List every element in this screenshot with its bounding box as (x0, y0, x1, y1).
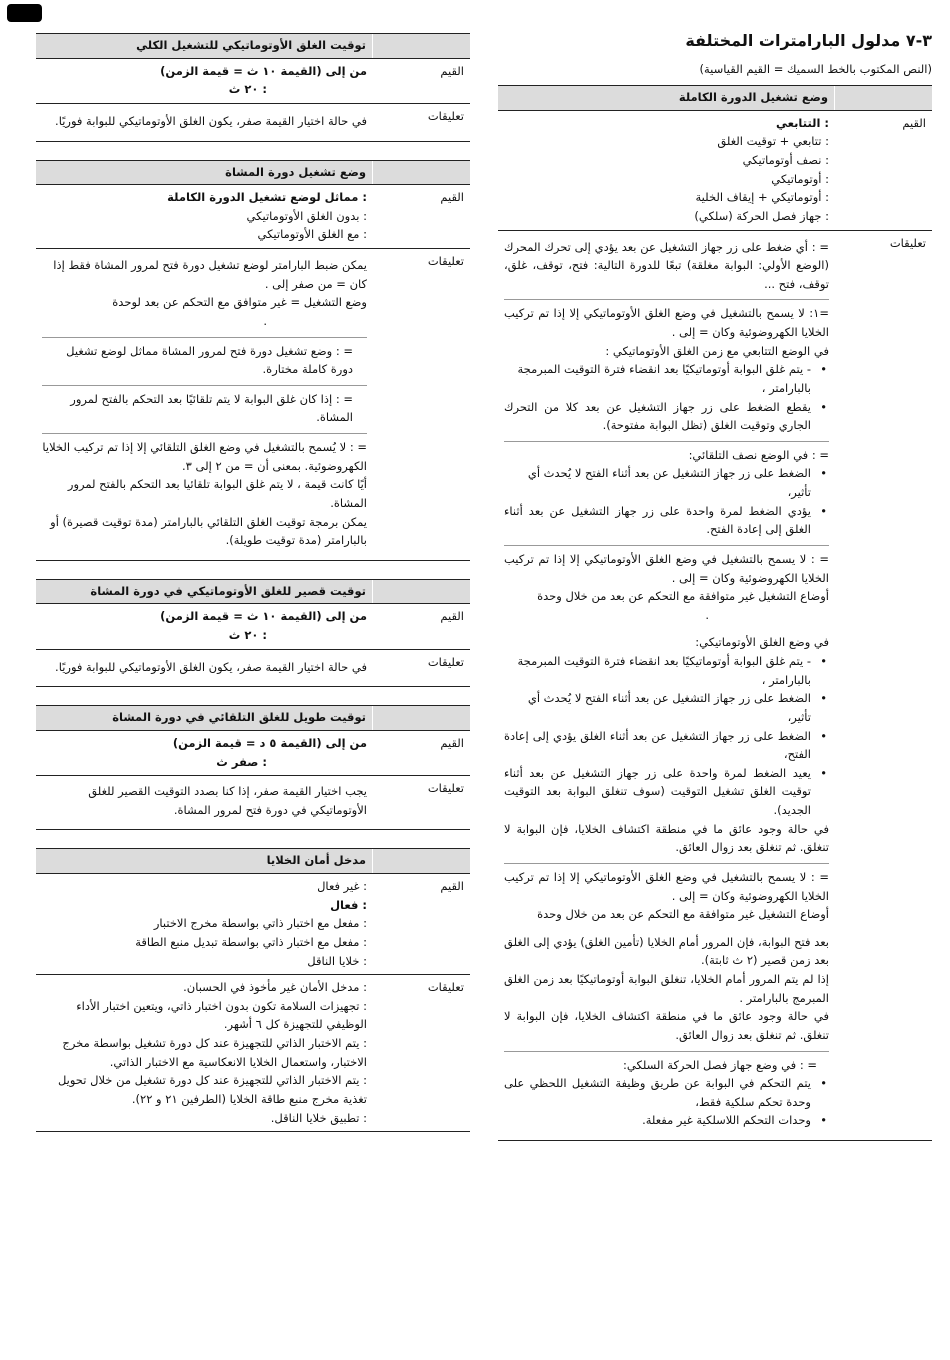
comment-text: =١: لا يسمح بالتشغيل في وضع الغلق الأوتوماتيكي إلا إذا تم تركيب الخلايا الكهروضوئية وكان = إلى . (504, 306, 829, 340)
value-item: : نصف أوتوماتيكي (742, 153, 829, 168)
value-range: من إلى (القيمة ١٠ ث = قيمة الزمن) (160, 609, 367, 624)
full-cycle-mode-table (498, 85, 932, 1141)
values-row (36, 185, 470, 249)
comment-text: . (705, 607, 709, 622)
value-item: : أوتوماتيكي (771, 171, 829, 186)
value-item: : مع الغلق الأوتوماتيكي (257, 227, 367, 242)
right-column (498, 28, 932, 1141)
comments-row (498, 231, 932, 1142)
values-row (36, 874, 470, 975)
comment-text: = : وضع تشغيل دورة فتح لمرور المشاة مماثل لوضع تشغيل دورة كاملة مختارة. (66, 343, 353, 377)
comments-label: تعليقات (427, 108, 464, 123)
comments-row (36, 776, 470, 830)
comment-text: : تجهيزات السلامة تكون بدون اختبار ذاتي، ويتعين اختبار الأداء الوظيفي للتجهيزة كل ٦ أشهر. (76, 998, 367, 1032)
comment-block (504, 234, 829, 301)
comment-text: = : أي ضغط على زر جهاز التشغيل عن بعد يؤدي إلى تحرك المحرك (الوضع الأولي: البوابة مغلقة) تبعًا للدورة التالية: فتح، توقف، غلق، توقف، فتح ... (504, 239, 829, 291)
left-column (36, 33, 470, 1132)
comment-text: وضع التشغيل = غير متوافق مع التحكم عن بعد لوحدة (112, 295, 367, 310)
comment-block (504, 546, 829, 864)
comments-row (36, 650, 470, 688)
comment-text: يمكن برمجة توقيت الغلق التلقائي بالبارامتر (مدة توقيت قصيرة) أو بالبارامتر (مدة توقيت طويلة). (50, 514, 367, 548)
value-item: : أوتوماتيكي + إيقاف الخلية (695, 190, 829, 205)
comment-text: = : لا يُسمح بالتشغيل في وضع الغلق التلقائي إلا إذا تم تركيب الخلايا الكهروضوئية. بمعنى أن = من ٢ إلى ٣. (42, 440, 367, 473)
value-range: من إلى (القيمة ١٠ ث = قيمة الزمن) (160, 63, 367, 78)
comment-text: = : في الوضع نصف التلقائي: (688, 447, 829, 462)
comment-block (42, 386, 367, 434)
value-item: : فعال (330, 897, 367, 912)
comment-text: : مدخل الأمان غير مأخوذ في الحسبان. (183, 980, 367, 995)
comment-text: في وضع الغلق الأوتوماتيكي: (695, 635, 829, 650)
table-header-title: وضع تشغيل دورة المشاة (36, 161, 373, 185)
comments-label: تعليقات (427, 654, 464, 669)
comments-label: تعليقات (427, 781, 464, 796)
default-value: : ٢٠ ث (228, 82, 267, 97)
table-header (36, 849, 470, 874)
comment-text: في حالة وجود عائق ما في منطقة اكتشاف الخلايا، فإن البوابة لا تنغلق. ثم تنغلق بعد زوال العائق. (504, 821, 829, 855)
bullet-item: • يعيد الضغط لمرة واحدة على زر جهاز التشغيل عن بعد أثناء توقيت الغلق تشغيل التوقيت (سوف تنغلق البوابة بعد التوقيت الجديد). (504, 764, 815, 820)
values-row (36, 59, 470, 104)
pedestrian-long-time-table (36, 705, 470, 830)
comment-text: في حالة وجود عائق ما في منطقة اكتشاف الخلايا، فإن البوابة لا تنغلق. ثم تنغلق بعد زوال العائق. (504, 1009, 829, 1042)
comment-text: = : إذا كان غلق البوابة لا يتم تلقائيًا بعد التحكم بالفتح لمرور المشاة. (70, 391, 353, 425)
value-item: : جهاز فصل الحركة (سلكي) (694, 208, 829, 223)
comment-block (504, 864, 829, 1052)
bullet-item: • - يتم غلق البوابة أوتوماتيكيًا بعد انقضاء فترة التوقيت المبرمجة بالبارامتر ، (504, 652, 815, 689)
value-item: : بدون الغلق الأوتوماتيكي (246, 208, 367, 223)
value-item: : التتابعي (775, 115, 829, 130)
comment-text: = : في وضع جهاز فصل الحركة السلكي: (623, 1057, 817, 1072)
values-label: القيم (440, 63, 464, 78)
comments-body (498, 231, 835, 1141)
values-label: القيم (440, 609, 464, 624)
comment-text: يمكن ضبط البارامتر لوضع تشغيل دورة فتح لمرور المشاة فقط إذا كان = من صفر إلى . (53, 258, 367, 291)
comment-text: أيًا كانت قيمة ، لا يتم غلق البوابة تلقائيا بعد التحكم بالفتح لمرور المشاة. (67, 477, 367, 510)
bullet-item: • الضغط على زر جهاز التشغيل عن بعد أثناء الغلق يؤدي إلى إعادة الفتح، (504, 727, 815, 764)
values-list (498, 111, 835, 230)
values-row (36, 604, 470, 649)
value-item: : مماثل لوضع تشغيل الدورة الكاملة (167, 190, 367, 205)
comment-block (504, 300, 829, 441)
page-number-tab (7, 4, 42, 22)
comment-block (42, 434, 367, 556)
section-title: ٣-٧ مدلول البارامترات المختلفة (685, 31, 932, 50)
comment-text: في الوضع التتابعي مع زمن الغلق الأوتوماتيكي : (605, 343, 829, 358)
bullet-list (504, 360, 829, 435)
comment-text: أوضاع التشغيل غير متوافقة مع التحكم عن بعد من خلال وحدة (537, 589, 829, 604)
bullet-item: • يؤدي الضغط لمرة واحدة على زر جهاز التشغيل عن بعد أثناء الغلق إلى إعادة الفتح. (504, 502, 815, 539)
bullet-item: • يقطع الضغط على زر جهاز التشغيل عن بعد كلا من التحرك الجاري وتوقيت الغلق (تظل البوابة مفتوحة). (504, 398, 815, 435)
table-header-title: توقيت طويل للغلق التلقائي في دورة المشاة (36, 706, 373, 730)
comment-text: = : لا يسمح بالتشغيل في وضع الغلق الأوتوماتيكي إلا إذا تم تركيب الخلايا الكهروضوئية وكان = إلى . (504, 551, 829, 585)
table-header-title: مدخل أمان الخلايا (36, 849, 373, 873)
value-item: : مفعل مع اختبار ذاتي بواسطة مخرج الاختبار (153, 916, 367, 931)
bullet-list (504, 652, 829, 820)
value-range: من إلى (القيمة ٥ د = قيمة الزمن) (172, 735, 367, 750)
values-row (36, 731, 470, 776)
comment-text: = : لا يسمح بالتشغيل في وضع الغلق الأوتوماتيكي إلا إذا تم تركيب الخلايا الكهروضوئية وكان = إلى . (504, 869, 829, 903)
comments-label: تعليقات (427, 254, 464, 268)
values-label: القيم (440, 879, 464, 893)
bullet-list (504, 464, 829, 539)
table-header-title: توقيت قصير للغلق الأوتوماتيكي في دورة المشاة (36, 580, 373, 604)
auto-close-time-table (36, 33, 470, 142)
bullet-item: • الضغط على زر جهاز التشغيل عن بعد أثناء الفتح لا يُحدث أي تأثير، (504, 689, 815, 726)
comments-row (36, 249, 470, 561)
comment-text: بعد فتح البوابة، فإن المرور أمام الخلايا (تأمين الغلق) يؤدي إلى الغلق بعد زمن قصير (٢ ث ثابتة). (504, 934, 829, 968)
values-label: القيم (440, 735, 464, 750)
table-header (36, 161, 470, 186)
comment-block (504, 1052, 829, 1137)
pedestrian-mode-table (36, 160, 470, 561)
comment-block (504, 442, 829, 546)
table-header (36, 34, 470, 59)
table-header (36, 580, 470, 605)
comments-row (36, 975, 470, 1132)
cell-safety-input-table (36, 848, 470, 1132)
comment-text: : يتم الاختبار الذاتي للتجهيزة عند كل دورة تشغيل من خلال تحويل تغذية مخرج منبع طاقة الخلايا (الطرفين ٢١ و ٢٢). (57, 1073, 367, 1106)
bullet-list (504, 1074, 829, 1130)
comment-block (42, 252, 367, 338)
comment-text: : تطبيق خلايا الناقل. (270, 1110, 367, 1125)
comment-text: يجب اختيار القيمة صفر، إذا كنا بصدد التوقيت القصير للغلق الأوتوماتيكي في دورة فتح لمرور المشاة. (88, 784, 367, 817)
bullet-item: • - يتم غلق البوابة أوتوماتيكيًا بعد انقضاء فترة التوقيت المبرمجة بالبارامتر ، (504, 360, 815, 397)
comment-text: في حالة اختيار القيمة صفر، يكون الغلق الأوتوماتيكي للبوابة فوريًا. (55, 113, 367, 128)
value-item: : خلايا الناقل (307, 953, 367, 968)
table-header-title: وضع تشغيل الدورة الكاملة (498, 86, 835, 110)
value-item: : تتابعي + توقيت الغلق (717, 134, 829, 149)
comment-text: أوضاع التشغيل غير متوافقة مع التحكم عن بعد من خلال وحدة (537, 907, 829, 922)
comment-text: . (263, 313, 267, 328)
bullet-item: • الضغط على زر جهاز التشغيل عن بعد أثناء الفتح لا يُحدث أي تأثير، (504, 464, 815, 501)
pedestrian-short-time-table (36, 579, 470, 688)
comment-text: إذا لم يتم المرور أمام الخلايا، تنغلق البوابة أوتوماتيكيًا بعد زمن الغلق المبرمج بالبارامتر . (504, 972, 829, 1005)
default-value: : صفر ث (216, 754, 267, 769)
comment-block (42, 338, 367, 386)
comments-label: تعليقات (427, 980, 464, 995)
comment-text: : يتم الاختبار الذاتي للتجهيزة عند كل دورة تشغيل بواسطة مخرج الاختبار، واستعمال الخلايا الانعكاسية مع الاختبار الذاتي. (62, 1036, 367, 1069)
bullet-item: • يتم التحكم في البوابة عن طريق وظيفة التشغيل اللحظي على وحدة تحكم سلكية فقط، (504, 1074, 815, 1111)
values-label: القيم (902, 115, 926, 130)
values-row (498, 111, 932, 231)
comments-row (36, 104, 470, 142)
bullet-item: • وحدات التحكم اللاسلكية غير مفعلة. (504, 1111, 815, 1130)
section-subtitle: (النص المكتوب بالخط السميك = القيم القياسية) (699, 61, 932, 76)
value-item: : مفعل مع اختبار ذاتي بواسطة تبديل منبع الطاقة (135, 934, 367, 949)
table-header-title: توقيت الغلق الأوتوماتيكي للتشغيل الكلي (36, 34, 373, 58)
default-value: : ٢٠ ث (228, 628, 267, 642)
table-header (36, 706, 470, 731)
comment-text: في حالة اختيار القيمة صفر، يكون الغلق الأوتوماتيكي للبوابة فوريًا. (55, 659, 367, 674)
values-label: القيم (440, 190, 464, 205)
table-header (498, 86, 932, 111)
value-item: : غير فعال (317, 879, 367, 893)
comments-label: تعليقات (889, 235, 926, 250)
